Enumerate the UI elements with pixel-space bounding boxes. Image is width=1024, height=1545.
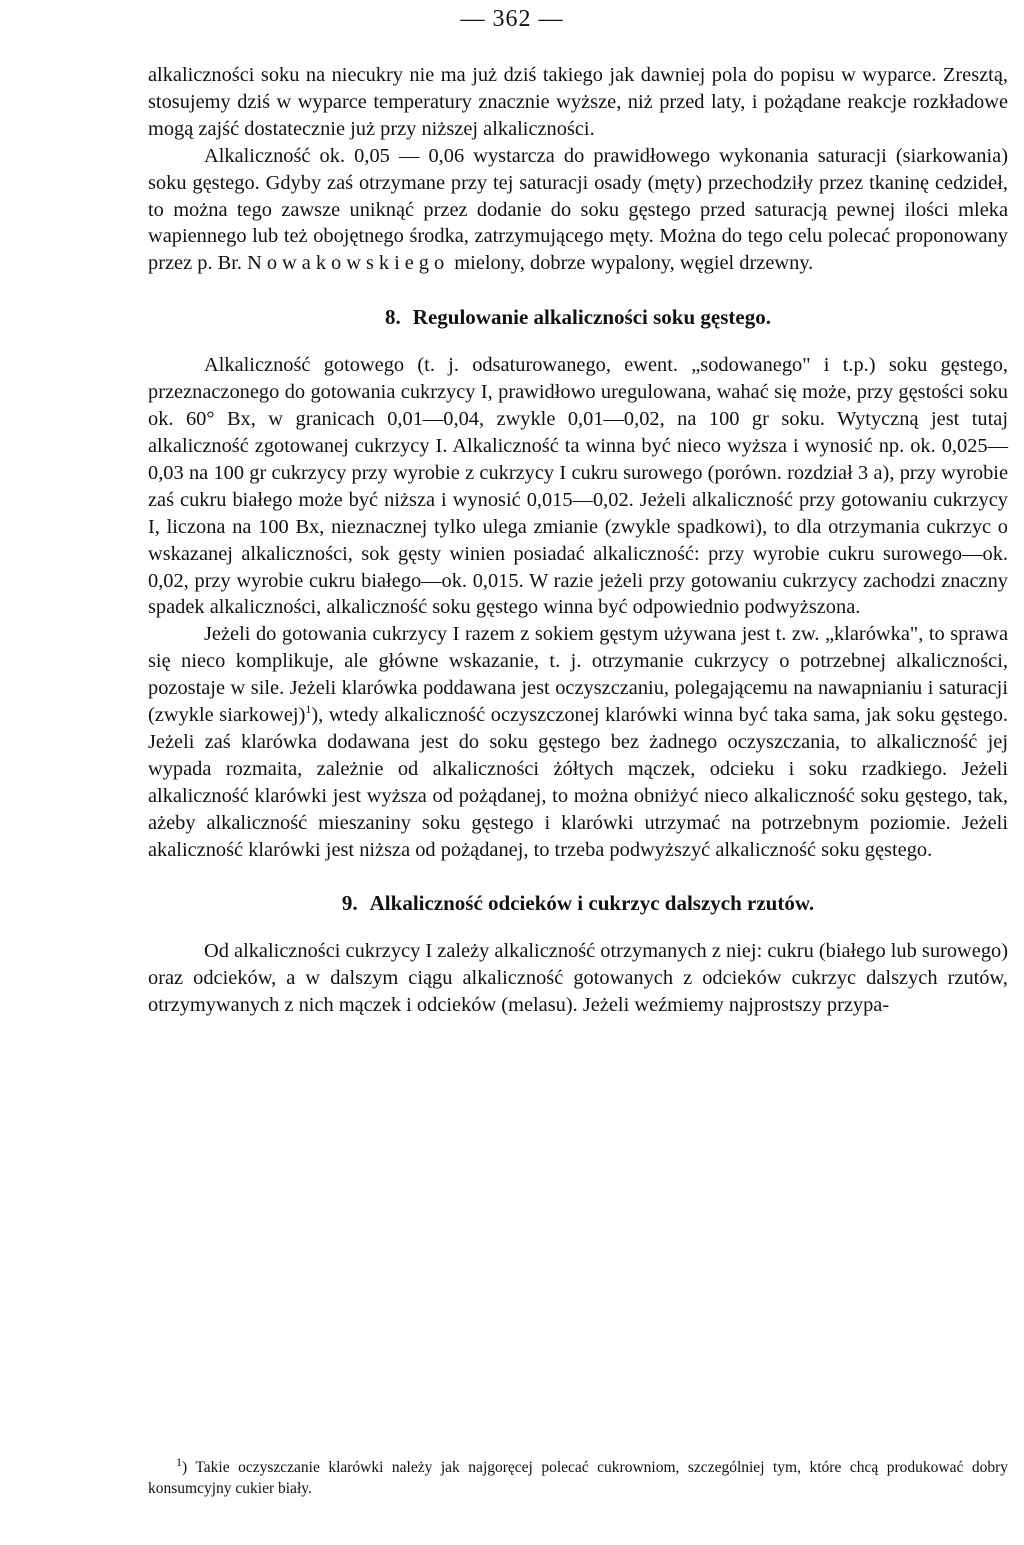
section-9-paragraph: Od alkaliczności cukrzycy I zależy alkaliczność otrzymanych z niej: cukru (białego lub surowego) oraz odcieków, a w dalszym ciągu alkaliczność gotowanych z odcieków cukrzyc dalszych rzutów, otrzymywanych z nich mączek i odcieków (melasu). Jeżeli weźmiemy najprostszy przypa- (148, 940, 1008, 1017)
recommender-abbrev: p. Br. (197, 252, 243, 275)
footnote-1: $^1$) Takie oczyszczanie klarówki należy jak najgoręcej polecać cukrowniom, szczególniej tym, które chcą produkować dobry konsumcyjny cukier biały. (148, 1454, 1008, 1497)
section-8-heading (148, 303, 1008, 331)
body-text (148, 62, 1008, 1019)
page-number: — 362 — (460, 6, 564, 32)
intro-paragraph-1: alkaliczności soku na niecukry nie ma już dziś takiego jak dawniej pola do popisu w wyparce. Zresztą, stosujemy dziś w wyparce temperatury znacznie wyższe, niż przed laty, i pożądane reakcje rozkładowe mogą zajść dostatecznie już przy niższej alkaliczności. (148, 64, 1008, 140)
footnote-mark: 1 (176, 1454, 182, 1469)
footnote-text: Takie oczyszczanie klarówki należy jak najgoręcej polecać cukrowniom, szczególniej tym, które chcą produkować dobry konsumcyjny cukier biały. (148, 1459, 1008, 1497)
section-8-paragraph-2-end: , wtedy alkaliczność oczyszczonej klarówki winna być taka sama, jak soku gęstego. Jeżeli zaś klarówka dodawana jest do soku gęstego bez żadnego oczyszczania, to alkaliczność jej wypada rozmaita, zależnie od alkaliczności żółtych mączek, odcieku i soku rzadkiego. Jeżeli alkaliczność klarówki jest wyższa od pożądanej, to można obniżyć nieco alkaliczność soku gęstego, tak, ażeby alkaliczność mieszaniny soku gęstego i klarówki utrzymać na potrzebnym poziomie. Jeżeli akaliczność klarówki jest niższa od pożądanej, to trzeba podwyższyć alkaliczność soku gęstego. (148, 704, 1008, 861)
section-9-heading (148, 889, 1008, 917)
section-8-number: 8. (385, 305, 401, 330)
intro-paragraph-2-tail: mielony, dobrze wypalony, węgiel drzewny. (454, 252, 814, 275)
footnotes (148, 1454, 1008, 1499)
section-8-title: Regulowanie alkaliczności soku gęstego. (412, 305, 771, 330)
section-8-paragraph-2-start: Jeżeli do gotowania cukrzycy I razem z sokiem gęstym używana jest t. zw. „klarówka", to sprawa się nieco komplikuje, ale główne wskazanie, t. j. otrzymanie cukrzycy o potrzebnej alkaliczności, pozostaje w sile. Jeżeli klarówka poddawana jest oczyszczaniu, polegającemu na nawapnianiu i saturacji (zwykle siarkowej) (148, 623, 1008, 727)
footnote-reference: 1 (305, 702, 312, 717)
recommender-name: Nowakowskiego (247, 252, 450, 275)
section-8-paragraph-2: Jeżeli do gotowania cukrzycy I razem z sokiem gęstym używana jest t. zw. „klarówka", to sprawa się nieco komplikuje, ale główne wskazanie, t. j. otrzymanie cukrzycy o potrzebnej alkaliczności, pozostaje w sile. Jeżeli klarówka poddawana jest oczyszczaniu, polegającemu na nawapnianiu i saturacji (zwykle siarkowej)$^1$), wtedy alkaliczność oczyszczonej klarówki winna być taka sama, jak soku gęstego. Jeżeli zaś klarówka dodawana jest do soku gęstego bez żadnego oczyszczania, to alkaliczność jej wypada rozmaita, zależnie od alkaliczności żółtych mączek, odcieku i soku rzadkiego. Jeżeli alkaliczność klarówki jest wyższa od pożądanej, to można obniżyć nieco alkaliczność soku gęstego, tak, ażeby alkaliczność mieszaniny soku gęstego i klarówki utrzymać na potrzebnym poziomie. Jeżeli akaliczność klarówki jest niższa od pożądanej, to trzeba podwyższyć alkaliczność soku gęstego. (148, 623, 1008, 861)
section-9-title: Alkaliczność odcieków i cukrzyc dalszych rzutów. (369, 891, 815, 916)
intro-paragraph-2-text: Alkaliczność ok. 0,05 — 0,06 wystarcza do prawidłowego wykonania saturacji (siarkowania) soku gęstego. Gdyby zaś otrzymane przy tej saturacji osady (męty) przechodziły przez tkaninę cedzideł, to można tego zawsze uniknąć przez dodanie do soku gęstego przed saturacją pewnej ilości mleka wapiennego lub też obojętnego środka, zatrzymującego męty. Można do tego celu polecać proponowany przez (148, 144, 1008, 275)
section-9-number: 9. (341, 891, 358, 916)
section-8-paragraph-1: Alkaliczność gotowego (t. j. odsaturowanego, ewent. „sodowanego" i t.p.) soku gęstego, przeznaczonego do gotowania cukrzycy I, prawidłowo uregulowana, wahać się może, przy gęstości soku ok. 60° Bx, w granicach 0,01—0,04, zwykle 0,01—0,02, na 100 gr soku. Wytyczną jest tutaj alkaliczność zgotowanej cukrzycy I. Alkaliczność ta winna być nieco wyższa i wynosić np. ok. 0,025—0,03 na 100 gr cukrzycy przy wyrobie z cukrzycy I cukru surowego (porówn. rozdział 3 a), przy wyrobie zaś cukru białego może być niższa i wynosić 0,015—0,02. Jeżeli alkaliczność przy gotowaniu cukrzycy I, liczona na 100 Bx, nieznacznej tylko ulega zmianie (zwykle spadkowi), to dla otrzymania cukrzyc o wskazanej alkaliczności, sok gęsty winien posiadać alkaliczność: przy wyrobie cukru surowego—ok. 0,02, przy wyrobie cukru białego—ok. 0,015. W razie jeżeli przy gotowaniu cukrzycy zachodzi znaczny spadek alkaliczności, alkaliczność soku gęstego winna być odpowiednio podwyższona. (148, 354, 1008, 619)
intro-paragraph-2 (148, 143, 1008, 278)
